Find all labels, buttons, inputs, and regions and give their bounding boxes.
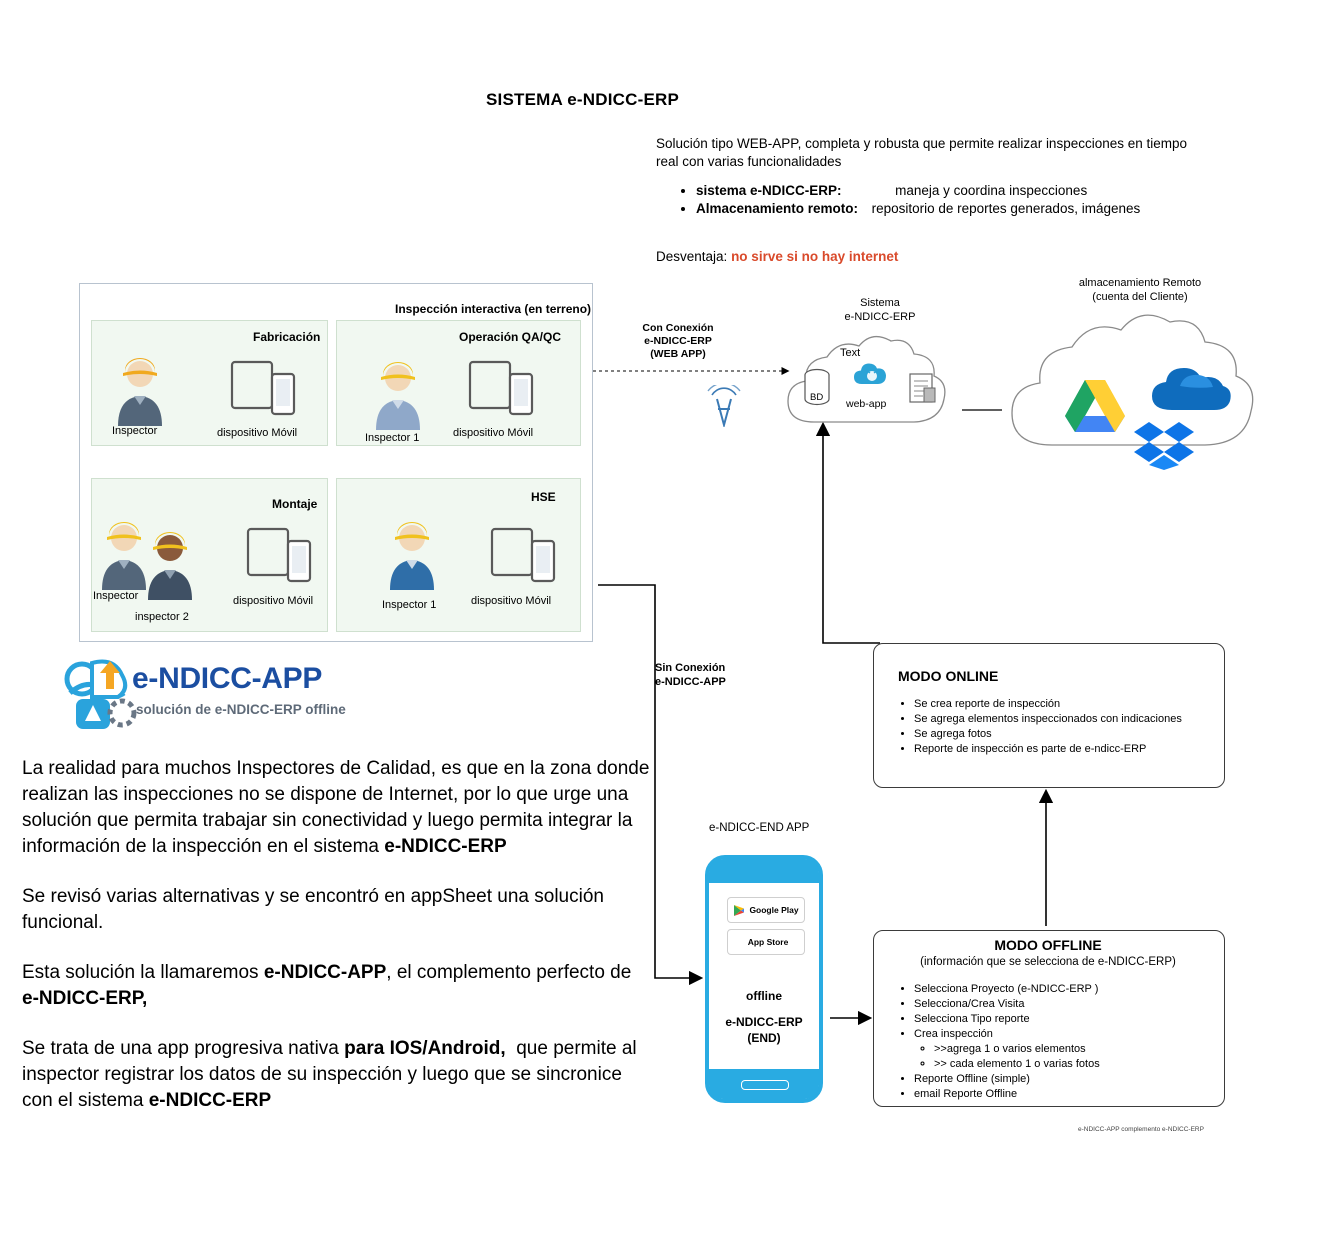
quadrant-device-label: dispositivo Móvil [453,427,534,439]
phone-caption: e-NDICC-END APP [709,822,810,834]
quadrant-person-label: Inspector 1 [365,432,420,444]
inspector-icon [384,518,440,590]
inspector-icon [112,354,168,426]
list-item: • Se agrega elementos inspeccionados con indicaciones [914,712,1218,727]
feature-bullets [678,182,1198,218]
google-play-button[interactable] [727,897,805,923]
paragraph-3: Esta solución la llamaremos e-NDICC-APP, el complemento perfecto de e-NDICC-ERP, [22,962,632,1009]
list-item: • Selecciona Tipo reporte [914,1012,1218,1027]
paragraph-1: La realidad para muchos Inspectores de Calidad, es que en la zona donde realizan las inspecciones no se dispone de Internet, por lo que urge una solución que permita trabajar sin conectividad y luego permita integrar la información de la inspección en el sistema e-NDICC-ERP [22,758,650,857]
quadrant-label: Fabricación [253,330,321,344]
mobile-device-icon [230,360,302,418]
home-indicator [741,1080,789,1090]
inspector2-icon [142,528,198,600]
bullet-key: Almacenamiento remoto: [696,201,859,216]
quadrant-device-label: dispositivo Móvil [217,427,298,439]
modo-offline-list [898,982,1218,1102]
onedrive-icon [1146,362,1232,418]
list-item: • Selecciona/Crea Visita [914,997,1218,1012]
list-item: • Se agrega fotos [914,727,1218,742]
quadrant-person2-label: inspector 2 [135,611,189,623]
mobile-device-icon [246,527,318,585]
list-item: • Se crea reporte de inspección [914,697,1218,712]
phone-offline-label: offline [746,989,782,1003]
phone-top-bezel [709,859,819,883]
list-item: • email Reporte Offline [914,1087,1218,1102]
antenna-icon [704,385,744,427]
quadrant-person-label: Inspector [93,590,139,602]
bullet-text: repositorio de reportes generados, imágenes [871,201,1141,216]
cloud-sync-icon [852,358,892,392]
description-paragraphs [22,756,652,1138]
list-item: • Reporte Offline (simple) [914,1072,1218,1087]
sistema-cloud-label: Sistema e-NDICC-ERP [844,297,916,323]
database-label: BD [810,392,824,403]
google-play-label: Google Play [749,905,799,915]
app-logo-icon [62,655,138,733]
quadrant-person-label: Inspector 1 [382,599,437,611]
disadvantage-note [656,249,898,264]
list-item: • Selecciona Proyecto (e-NDICC-ERP ) [914,982,1218,997]
quadrant-device-label: dispositivo Móvil [471,595,552,607]
remote-storage-label: almacenamiento Remoto (cuenta del Cliente) [1078,277,1202,303]
phone-mockup [705,855,823,1103]
google-drive-icon [1064,378,1126,434]
google-play-icon [733,904,745,917]
disadvantage-label: Desventaja: [656,249,728,264]
quadrant-label: HSE [531,490,556,504]
quadrant-label: Montaje [272,497,318,511]
con-conexion-label: Con Conexión e-NDICC-ERP (WEB APP) [642,322,714,360]
app-logo-text: e-NDICC-APP [132,662,323,695]
footnote: e-NDICC-APP complemento e-NDICC-ERP [1078,1126,1204,1133]
list-item [696,182,1198,200]
bullet-text: maneja y coordina inspecciones [895,183,1088,198]
app-store-button[interactable] [727,929,805,955]
paragraph-2: Se revisó varias alternativas y se encontró en appSheet una solución funcional. [22,886,604,933]
modo-online-list [898,697,1218,757]
sin-conexion-label: Sin Conexión e-NDICC-APP [655,662,726,688]
list-item [914,1027,1218,1072]
quadrant-person-label: Inspector [112,425,158,437]
inspector-icon [370,358,426,430]
quadrant-device-label: dispositivo Móvil [233,595,314,607]
quadrant-label: Operación QA/QC [459,330,562,344]
disadvantage-value: no sirve si no hay internet [731,249,899,264]
sub-list-item: ◦ >> cada elemento 1 o varias fotos [934,1057,1218,1072]
inspection-panel-title: Inspección interactiva (en terreno) [395,302,592,316]
paragraph-4: Se trata de una app progresiva nativa para IOS/Android, que permite al inspector registrar los datos de su inspección y luego que se sincronice con el sistema e-NDICC-ERP [22,1038,637,1111]
modo-offline-subtitle: (información que se selecciona de e-NDICC-ERP) [920,956,1176,968]
bullet-key: sistema e-NDICC-ERP: [696,183,842,198]
phone-bottom-bezel [709,1069,819,1099]
list-item: • Reporte de inspección es parte de e-ndicc-ERP [914,742,1218,757]
sub-list-item: ◦ >>agrega 1 o varios elementos [934,1042,1218,1057]
text-node-label: Text [840,347,861,359]
modo-online-title: MODO ONLINE [898,668,999,684]
list-item-label: Crea inspección [914,1028,993,1040]
mobile-device-icon [468,360,540,418]
dropbox-icon [1134,420,1194,470]
app-logo-subtitle: solución de e-NDICC-ERP offline [136,702,346,717]
page-title: SISTEMA e-NDICC-ERP [486,90,680,109]
modo-offline-title: MODO OFFLINE [994,937,1102,953]
report-document-icon [906,372,938,406]
mobile-device-icon [490,527,562,585]
app-store-label: App Store [747,937,789,947]
webapp-node-label: web-app [846,398,887,410]
intro-paragraph: Solución tipo WEB-APP, completa y robusta que permite realizar inspecciones en tiempo real con varias funcionalidades [656,136,1188,169]
list-item [696,200,1198,218]
phone-brand-label: e-NDICC-ERP (END) [725,1015,803,1045]
